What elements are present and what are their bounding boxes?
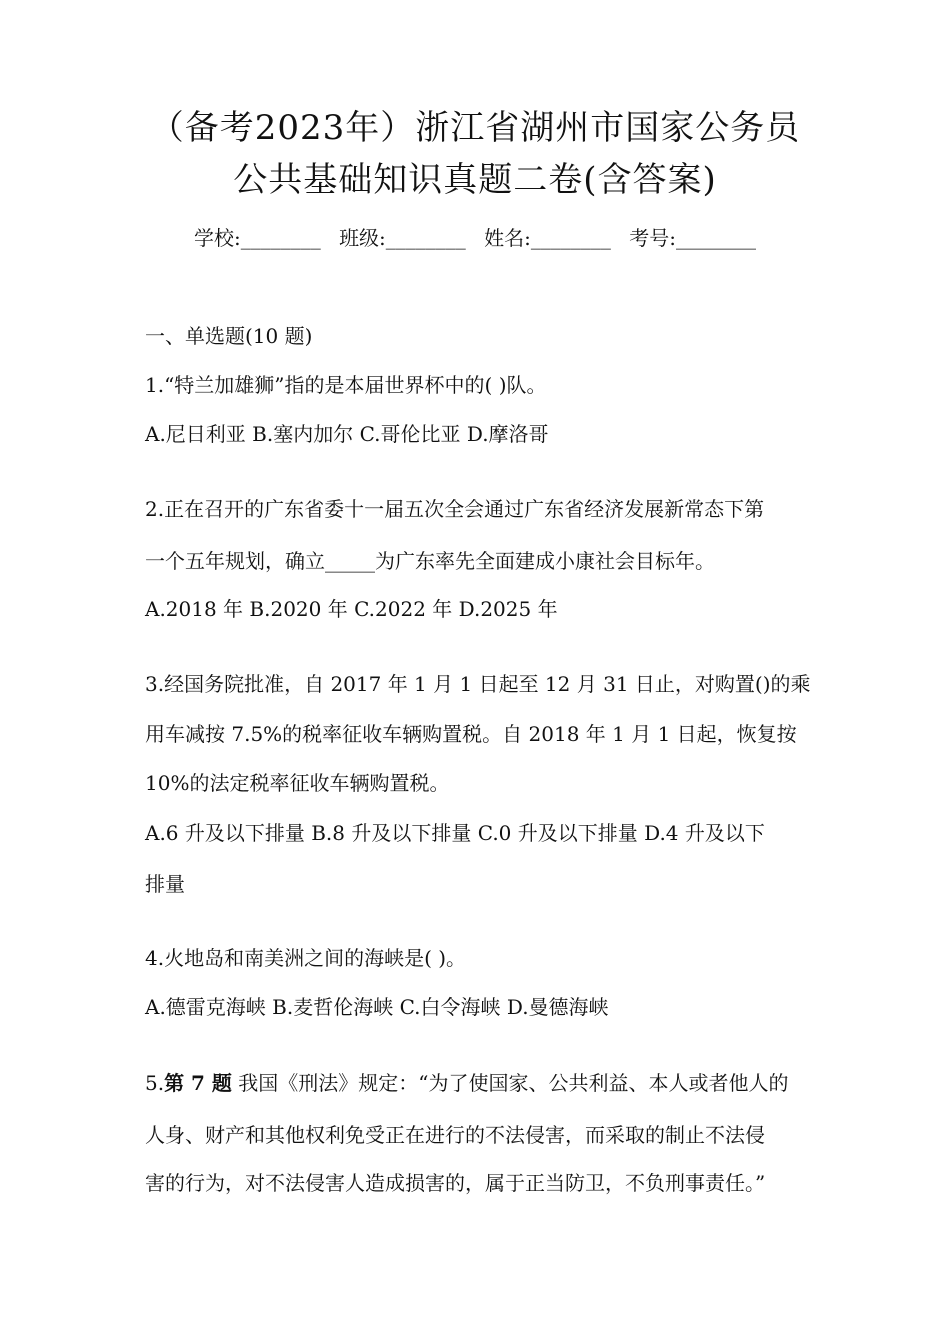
question-3-text-line-2: 用车减按 7.5%的税率征收车辆购置税。自 2018 年 1 月 1 日起，恢复按 xyxy=(145,722,797,746)
page-title-line-1: （备考2023年）浙江省湖州市国家公务员 xyxy=(149,108,801,148)
school-field: 学校:________ xyxy=(193,226,321,250)
name-field: 姓名:________ xyxy=(484,226,611,250)
question-5-text-line-2: 人身、财产和其他权利免受正在进行的不法侵害，而采取的制止不法侵 xyxy=(145,1123,765,1147)
question-1-options: A.尼日利亚 B.塞内加尔 C.哥伦比亚 D.摩洛哥 xyxy=(145,422,549,446)
question-3-text-line-3: 10%的法定税率征收车辆购置税。 xyxy=(145,771,450,795)
question-3-options-line-1: A.6 升及以下排量 B.8 升及以下排量 C.0 升及以下排量 D.4 升及以下 xyxy=(145,821,765,845)
question-5-text-line-3: 害的行为，对不法侵害人造成损害的，属于正当防卫，不负刑事责任。” xyxy=(145,1171,766,1195)
question-5-number: 5. xyxy=(145,1071,165,1095)
question-5-bold-label: 第 7 题 xyxy=(164,1071,232,1095)
question-5-text-start: 我国《刑法》规定：“为了使国家、公共利益、本人或者他人的 xyxy=(231,1071,789,1095)
question-3-options-line-2: 排量 xyxy=(145,872,185,896)
question-4-options: A.德雷克海峡 B.麦哲伦海峡 C.白令海峡 D.曼德海峡 xyxy=(145,995,609,1019)
question-2-options: A.2018 年 B.2020 年 C.2022 年 D.2025 年 xyxy=(145,597,558,621)
question-2-text-line-1: 2.正在召开的广东省委十一届五次全会通过广东省经济发展新常态下第 xyxy=(145,497,765,521)
student-info-fields xyxy=(0,223,950,253)
question-1-text: 1.“特兰加雄狮”指的是本届世界杯中的( )队。 xyxy=(145,373,547,397)
class-field: 班级:________ xyxy=(339,226,466,250)
question-2-text-line-2: 一个五年规划，确立_____为广东率先全面建成小康社会目标年。 xyxy=(145,549,715,573)
question-4-text: 4.火地岛和南美洲之间的海峡是( )。 xyxy=(145,946,467,970)
question-3-text-line-1: 3.经国务院批准，自 2017 年 1 月 1 日起至 12 月 31 日止，对购置()的乘 xyxy=(145,672,811,696)
section-heading: 一、单选题(10 题) xyxy=(145,324,313,348)
exam-number-field: 考号:________ xyxy=(629,226,757,250)
page-title-line-2: 公共基础知识真题二卷(含答案) xyxy=(233,160,717,200)
question-5-text-line-1 xyxy=(145,1068,815,1098)
